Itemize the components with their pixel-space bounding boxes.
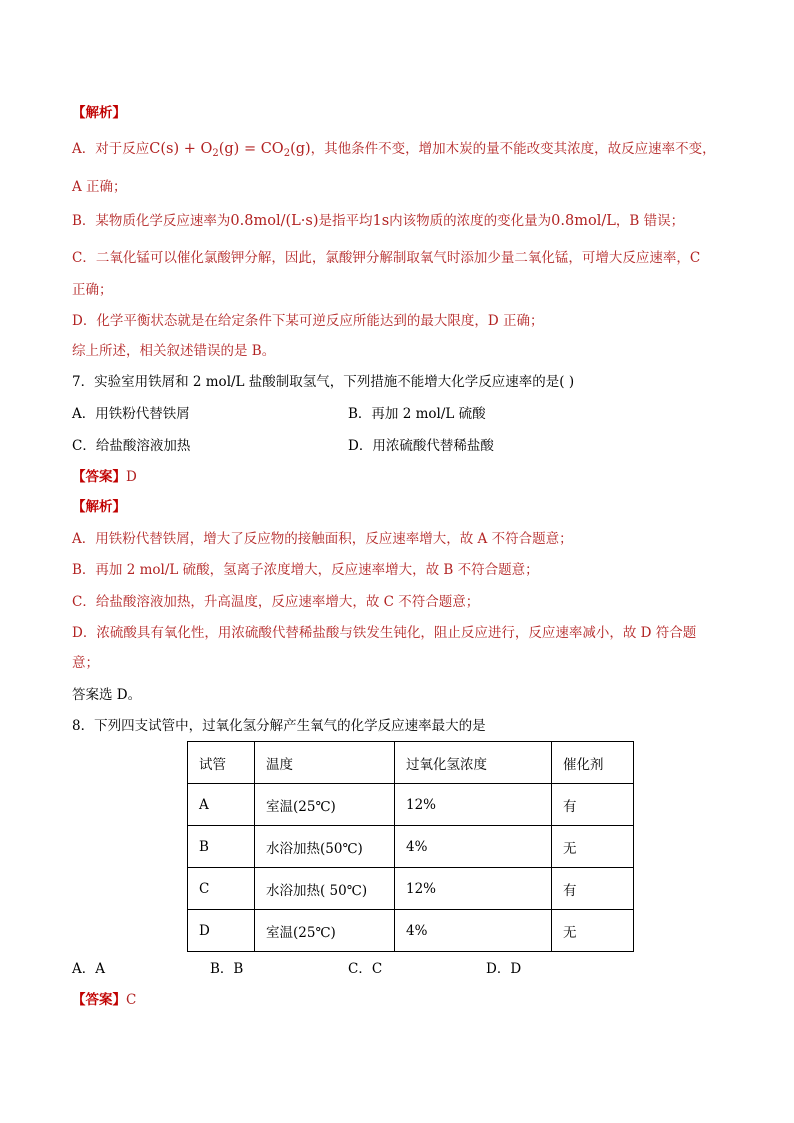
table-cell: C: [188, 868, 255, 910]
table-header-cell: 温度: [255, 742, 395, 784]
question-7-stem: 7．实验室用铁屑和 2 mol/L 盐酸制取氢气，下列措施不能增大化学反应速率的是( ): [72, 374, 575, 390]
analysis-option-a-cont: A 正确；: [72, 179, 127, 195]
q7-analysis-b: B．再加 2 mol/L 硫酸，氢离子浓度增大，反应速率增大，故 B 不符合题意；: [72, 562, 539, 578]
analysis-option-c: C．二氧化锰可以催化氯酸钾分解，因此，氯酸钾分解制取氧气时添加少量二氧化锰，可增大反应速率，C: [72, 250, 701, 266]
analysis-header: 【解析】: [72, 105, 126, 121]
test-tube-table: [187, 741, 634, 952]
table-cell: 水浴加热( 50℃): [255, 868, 395, 910]
q7-answer: 【答案】D: [72, 469, 137, 485]
option-a-prefix: A．对于反应: [72, 141, 150, 157]
table-cell: 水浴加热(50℃): [255, 826, 395, 868]
table-row: [188, 910, 634, 952]
table-cell: D: [188, 910, 255, 952]
table-cell: 4%: [395, 826, 552, 868]
table-cell: 4%: [395, 910, 552, 952]
analysis-option-c-cont: 正确；: [72, 282, 113, 298]
table-row: [188, 784, 634, 826]
table-cell: B: [188, 826, 255, 868]
table-cell: 有: [552, 868, 634, 910]
q7-analysis-header: 【解析】: [72, 499, 126, 515]
table-header-cell: 试管: [188, 742, 255, 784]
analysis-option-b: B．某物质化学反应速率为0.8mol/(L·s)是指平均1s内该物质的浓度的变化量为0.8mol/L，B 错误；: [72, 213, 685, 229]
table-cell: 室温(25℃): [255, 784, 395, 826]
table-row: [188, 826, 634, 868]
question-8-stem: 8．下列四支试管中，过氧化氢分解产生氧气的化学反应速率最大的是: [72, 718, 486, 734]
analysis-option-a: [72, 140, 716, 158]
table-row: [188, 868, 634, 910]
table-header-cell: 过氧化氢浓度: [395, 742, 552, 784]
table-cell: 无: [552, 826, 634, 868]
q8-option-b: B．B: [210, 961, 244, 977]
q7-analysis-d: D．浓硫酸具有氧化性，用浓硫酸代替稀盐酸与铁发生钝化，阻止反应进行，反应速率减小，故 D 符合题: [72, 625, 697, 641]
q7-analysis-c: C．给盐酸溶液加热，升高温度，反应速率增大，故 C 不符合题意；: [72, 594, 480, 610]
table-header-row: [188, 742, 634, 784]
analysis-summary: 综上所述，相关叙述错误的是 B。: [72, 343, 276, 359]
table-header-cell: 催化剂: [552, 742, 634, 784]
table-cell: 室温(25℃): [255, 910, 395, 952]
q8-option-d: D．D: [486, 961, 522, 977]
q7-analysis-a: A．用铁粉代替铁屑，增大了反应物的接触面积，反应速率增大，故 A 不符合题意；: [72, 531, 573, 547]
table-cell: 12%: [395, 784, 552, 826]
analysis-option-d: D．化学平衡状态就是在给定条件下某可逆反应所能达到的最大限度，D 正确；: [72, 313, 544, 329]
q7-option-b: B．再加 2 mol/L 硫酸: [348, 406, 486, 422]
table-cell: 有: [552, 784, 634, 826]
q7-option-a: A．用铁粉代替铁屑: [72, 406, 190, 422]
table-cell: 12%: [395, 868, 552, 910]
q7-option-d: D．用浓硫酸代替稀盐酸: [348, 438, 494, 454]
q7-option-c: C．给盐酸溶液加热: [72, 438, 191, 454]
q7-conclusion: 答案选 D。: [72, 687, 142, 703]
option-a-suffix: ，其他条件不变，增加木炭的量不能改变其浓度，故反应速率不变，: [310, 141, 716, 157]
q8-answer: 【答案】C: [72, 992, 137, 1008]
table-cell: A: [188, 784, 255, 826]
q7-analysis-d-cont: 意；: [72, 655, 99, 671]
table-cell: 无: [552, 910, 634, 952]
q8-option-c: C．C: [348, 961, 383, 977]
q8-option-a: A．A: [72, 961, 105, 977]
reaction-equation: $C(s) + O_2(g) = CO_2(g)$: [149, 141, 311, 159]
